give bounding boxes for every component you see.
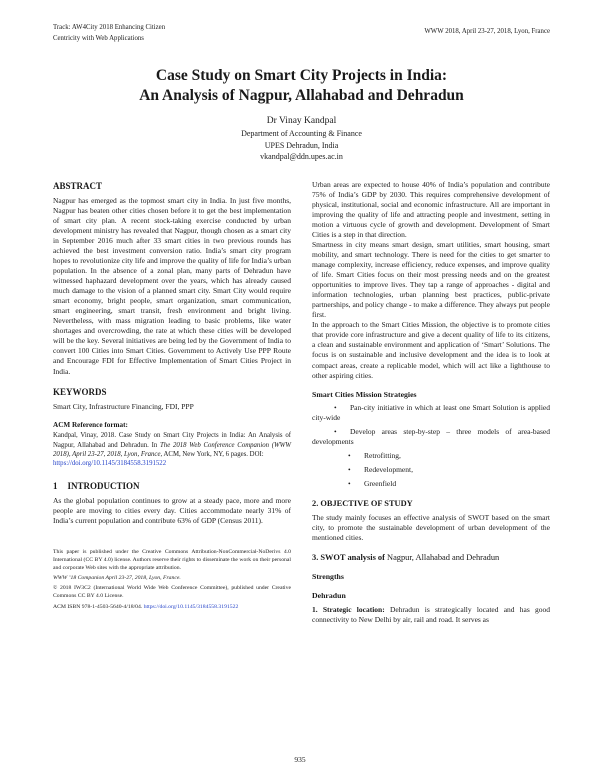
point-text: Dehradun is strategically located and has good connectivity to New Delhi by air, rail and road. It serves as	[312, 604, 550, 624]
bullet-area-development: • Develop areas step-by-step – three models of area-based developments	[312, 427, 550, 447]
venue-note: WWW ’18 Companion April 23-27, 2018, Lyon, France.	[53, 575, 181, 582]
acm-reference-text	[53, 431, 291, 459]
abstract-text: Nagpur has emerged as the topmost smart city in India. In just five months, Nagpur has beaten other cities chosen before it to get the best implementation of smart city plan. A recent stock-taking exercise conducted by urban development ministry has revealed that Nagpur, though chosen as a smart city in September 2016 much after 33 smart cities in two previous rounds has achieved the best investment conversion ratio. India’s smart city program hopes to revolutionize city life and improve the quality of life for India’s urban population. In the absence of a zonal plan, many parts of Dehradun have witnessed haphazard development over the years, which has already caused much damage to the vision of a planned smart city. Smart City would require smart economy, bright people, smart organization, smart communication, smart engineering, smart transit, fresh environment and bright living. Nevertheless, with mass migration leading to basic problems, like water shortages and overcrowding, the rate at which these cities will be developed will be the key. Several initiatives are being led by the Government of India to convert 100 Cities into Smart Cities. Government to Actively Use PPP Route and Encourage FDI for Effective Implementation of Smart Cities Project in India.	[53, 195, 291, 376]
title-line-1: Case Study on Smart City Projects in India:	[155, 67, 448, 84]
acm-reference-venue: The 2018 Web Conference Companion (WWW 2018), April 23-27, 2018, Lyon, France,	[53, 441, 291, 459]
track-line-2: Centricity with Web Applications	[53, 35, 144, 43]
acm-reference-doi-line	[53, 459, 291, 468]
left-column	[53, 180, 291, 625]
running-head-conference: WWW 2018, April 23-27, 2018, Lyon, France	[424, 28, 550, 35]
swot-heading-number: 3. SWOT analysis of	[312, 552, 388, 562]
keywords-text: Smart City, Infrastructure Financing, FDI, PPP	[53, 401, 194, 411]
swot-heading-cities: Nagpur, Allahabad and Dehradun	[387, 552, 500, 562]
paper-title	[53, 66, 550, 107]
author-department: Department of Accounting & Finance	[241, 128, 362, 138]
author-name: Dr Vinay Kandpal	[266, 115, 337, 126]
point-label: 1. Strategic location:	[312, 604, 385, 614]
isbn-note: ACM ISBN 978-1-4503-5640-4/18/04.	[53, 603, 143, 610]
right-column	[312, 180, 550, 625]
dehradun-heading: Dehradun	[312, 591, 346, 601]
author-block	[53, 116, 550, 163]
paragraph-urban-areas: Urban areas are expected to house 40% of India’s population and contribute 75% of India’s GDP by 2030. This requires comprehensive development of physical, institutional, social and economic infrastructure. All are important in improving the quality of life and attracting people and investment, setting in motion a virtuous cycle of growth and development. Development of Smart Cities is a step in that direction.	[312, 179, 550, 239]
strengths-heading: Strengths	[312, 572, 344, 582]
page-number: 935	[294, 755, 306, 764]
introduction-section-number: 1	[53, 480, 58, 491]
acm-reference-heading: ACM Reference format:	[53, 420, 128, 429]
copyright-block	[53, 548, 291, 611]
acm-reference-part1: Kandpal, Vinay, 2018. Case Study on Smart City Projects in India: An Analysis of Nagpur, Allahabad and Dehradun. In	[53, 432, 291, 449]
swot-heading	[312, 552, 550, 563]
author-email: vkandpal@ddn.upes.ac.in	[260, 152, 343, 162]
bullet-greenfield: • Greenfield	[312, 479, 550, 489]
footnote-doi-link[interactable]: https://doi.org/10.1145/3184558.3191522	[143, 603, 239, 610]
copyright-note: © 2018 IW3C2 (International World Wide Web Conference Committee), published under Creative Commons CC BY 4.0 License.	[53, 585, 291, 600]
introduction-section-title: INTRODUCTION	[67, 480, 140, 491]
doi-link[interactable]: https://doi.org/10.1145/3184558.3191522	[53, 460, 167, 468]
dehradun-point-strategic-location	[312, 605, 550, 625]
strategies-heading: Smart Cities Mission Strategies	[312, 389, 417, 399]
paragraph-mission-approach: In the approach to the Smart Cities Mission, the objective is to promote cities that provide core infrastructure and give a decent quality of life to its citizens, a clean and sustainable environment and application of ‘Smart’ Solutions. The focus is on sustainable and inclusive development and the idea is to look at compact areas, create a replicable model, which will act like a lighthouse to other aspiring cities.	[312, 320, 550, 380]
introduction-text: As the global population continues to grow at a steady pace, more and more people are moving to cities every day. Cities accommodate nearly 31% of India’s current population and contribute 63% of GDP (Census 2011).	[53, 495, 291, 525]
objective-text: The study mainly focuses an effective analysis of SWOT based on the smart city, to promote the sustainable development of urban development of the mentioned cities.	[312, 512, 550, 542]
bullet-pan-city: • Pan-city initiative in which at least one Smart Solution is applied city-wide	[312, 403, 550, 423]
introduction-heading	[53, 480, 291, 492]
isbn-doi-note	[53, 603, 291, 611]
paragraph-smartness: Smartness in city means smart design, smart utilities, smart housing, smart mobility, and smart technology. There is need for the cities to get smarter to manage complexity, increase efficiency, reduce expenses, and improve quality of life. Smart Cities focus on their most pressing needs and on the greatest opportunities to improve lives. They tap a range of approaches - digital and information technologies, urban planning best practices, public-private partnerships, and policy change - to make a difference. They always put people first.	[312, 239, 550, 320]
keywords-heading: KEYWORDS	[53, 386, 107, 397]
title-line-2: An Analysis of Nagpur, Allahabad and Dehradun	[139, 87, 464, 105]
running-head-track	[53, 22, 165, 44]
abstract-heading: ABSTRACT	[53, 180, 103, 191]
page-body	[53, 66, 550, 625]
track-line-1: Track: AW4City 2018 Enhancing Citizen	[53, 24, 166, 31]
bullet-retrofitting: • Retrofitting,	[312, 451, 550, 461]
objective-heading: 2. OBJECTIVE OF STUDY	[312, 499, 413, 509]
acm-reference-part3: ACM, New York, NY, 6 pages. DOI:	[162, 451, 264, 459]
two-column-layout	[53, 180, 550, 625]
license-note: This paper is published under the Creative Commons Attribution-NonCommercial-NoDerivs 4.0 International (CC BY 4.0) license. Authors reserve their rights to disseminate the work on their personal and corporate Web sites with the appropriate attribution.	[53, 549, 291, 572]
running-head	[53, 22, 550, 44]
author-university: UPES Dehradun, India	[264, 140, 339, 150]
bullet-redevelopment: • Redevelopment,	[312, 465, 550, 475]
